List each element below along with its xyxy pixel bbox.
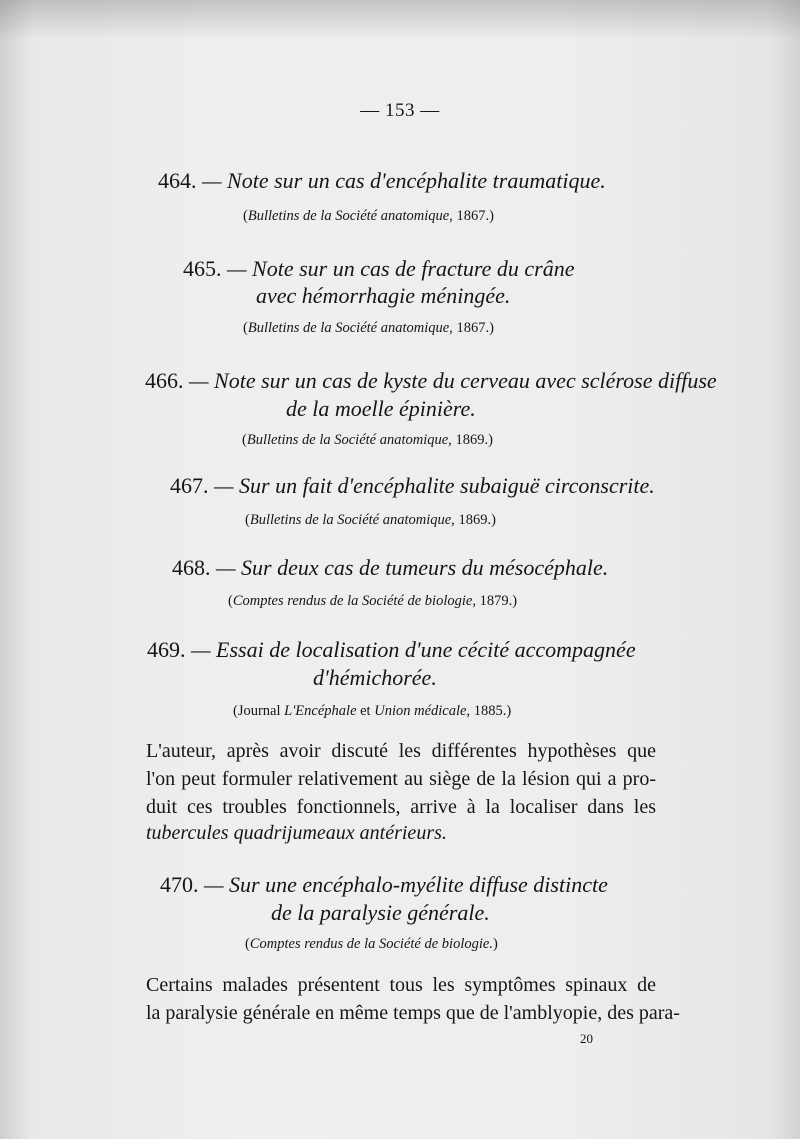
entry-464-reference: (Bulletins de la Société anatomique, 1867.) [243,208,494,224]
paragraph-line: Certains malades présentent tous les symptômes spinaux de [146,974,656,996]
entry-title-line: — Sur un fait d'encéphalite subaiguë circonscrite. [214,473,655,498]
entry-title-line: — Sur une encéphalo-myélite diffuse distincte [204,872,608,897]
paragraph-line: tubercules quadrijumeaux antérieurs. [146,822,447,844]
entry-number: 469. [147,637,186,662]
entry-number: 467. [170,473,209,498]
entry-466-title-cont: de la moelle épinière. [286,396,476,421]
entry-number: 466. [145,368,184,393]
entry-468-reference: (Comptes rendus de la Société de biologie, 1879.) [228,593,518,609]
paragraph-line: la paralysie générale en même temps que de l'amblyopie, des para- [146,1002,680,1024]
entry-467-reference: (Bulletins de la Société anatomique, 1869.) [245,512,496,528]
scan-shadow [0,0,800,40]
entry-468-title [172,555,608,581]
entry-title-line: — Note sur un cas de fracture du crâne [227,256,575,281]
paragraph-line: L'auteur, après avoir discuté les différentes hypothèses que [146,740,656,762]
entry-466-title [145,368,717,394]
paragraph-line: l'on peut formuler relativement au siège de la lésion qui a pro- [146,768,656,790]
entry-number: 465. [183,256,222,281]
entry-title-line: — Note sur un cas d'encéphalite traumatique. [202,168,606,193]
entry-title-line: — Note sur un cas de kyste du cerveau avec sclérose diffuse [189,368,717,393]
entry-469-reference: (Journal L'Encéphale et Union médicale, 1885.) [233,703,512,719]
entry-467-title [170,473,655,499]
signature-mark: 20 [580,1031,593,1046]
page-number: — 153 — [360,100,440,121]
entry-465-title [183,256,574,282]
entry-469-title-cont: d'hémichorée. [313,665,437,690]
entry-470-title [160,872,608,898]
paragraph-line: duit ces troubles fonctionnels, arrive à la localiser dans les [146,796,656,818]
entry-466-reference: (Bulletins de la Société anatomique, 1869.) [242,432,493,448]
entry-number: 470. [160,872,199,897]
entry-title-line: — Sur deux cas de tumeurs du mésocéphale. [216,555,609,580]
entry-465-reference: (Bulletins de la Société anatomique, 1867.) [243,320,494,336]
entry-465-title-cont: avec hémorrhagie méningée. [256,283,511,308]
entry-464-title [158,168,606,194]
entry-470-title-cont: de la paralysie générale. [271,900,490,925]
entry-469-title [147,637,636,663]
entry-470-reference: (Comptes rendus de la Société de biologie.) [245,936,498,952]
entry-title-line: — Essai de localisation d'une cécité accompagnée [191,637,636,662]
entry-number: 464. [158,168,197,193]
entry-number: 468. [172,555,211,580]
